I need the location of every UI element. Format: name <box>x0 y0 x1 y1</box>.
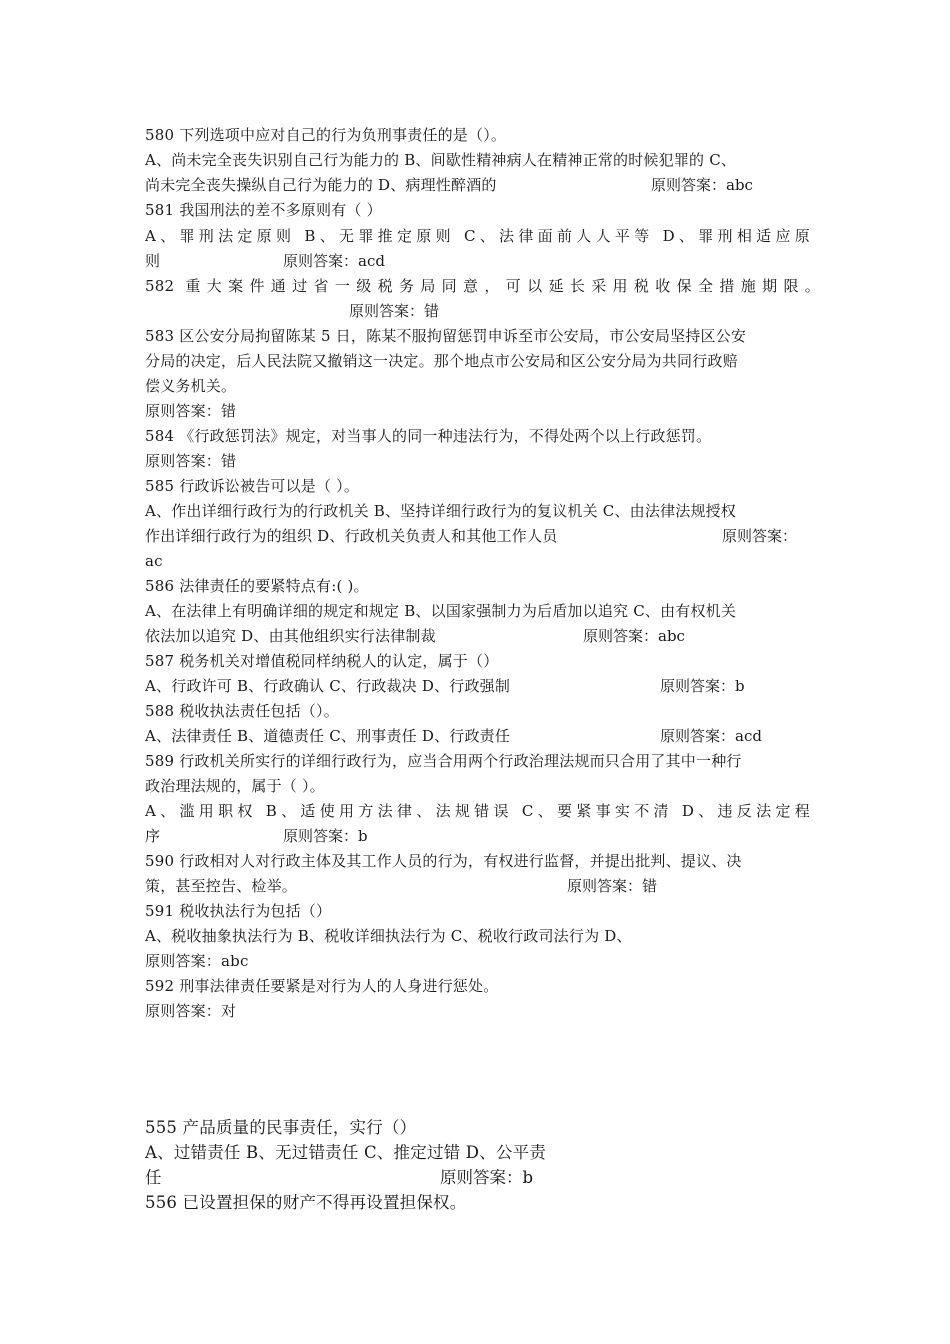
answer-583: 原则答案：错 <box>145 402 237 420</box>
options-587: A、行政许可 B、行政确认 C、行政裁决 D、行政强制 <box>145 677 511 695</box>
options-555-line1: A、过错责任 B、无过错责任 C、推定过错 D、公平责 <box>145 1143 547 1162</box>
answer-586: 原则答案：abc <box>583 627 685 645</box>
answer-582: 原则答案：错 <box>349 302 440 320</box>
question-581: 581 我国刑法的差不多原则有（ ） <box>145 201 382 219</box>
question-589-line2: 政治理法规的，属于（ ）。 <box>145 777 325 795</box>
question-586: 586 法律责任的要紧特点有:( )。 <box>145 577 369 595</box>
answer-585-label: 原则答案： <box>722 527 798 545</box>
answer-555: 原则答案：b <box>440 1168 534 1187</box>
question-582: 582 重大案件通过省一级税务局同意，可以延长采用税收保全措施期限。 <box>145 277 820 295</box>
question-592: 592 刑事法律责任要紧是对行为人的人身进行惩处。 <box>145 977 499 995</box>
options-586-line1: A、在法律上有明确详细的规定和规定 B、以国家强制力为后盾加以追究 C、由有权机关 <box>145 602 737 620</box>
answer-591: 原则答案：abc <box>145 952 249 970</box>
question-583-line3: 偿义务机关。 <box>145 377 237 395</box>
answer-588: 原则答案：acd <box>660 727 762 745</box>
question-590-line1: 590 行政相对人对行政主体及其工作人员的行为，有权进行监督，并提出批判、提议、决 <box>145 852 742 870</box>
answer-584: 原则答案：错 <box>145 452 237 470</box>
options-585-line1: A、作出详细行政行为的行政机关 B、坚持详细行政行为的复议机关 C、由法律法规授权 <box>145 502 737 520</box>
options-580-line2: 尚未完全丧失操纵自己行为能力的 D、病理性醉酒的 <box>145 176 497 194</box>
question-583-line2: 分局的决定，后人民法院又撤销这一决定。那个地点市公安局和区公安分局为共同行政赔 <box>145 352 738 370</box>
question-588: 588 税收执法责任包括（）。 <box>145 702 339 720</box>
options-580-line1: A、尚未完全丧失识别自己行为能力的 B、间歇性精神病人在精神正常的时候犯罪的 C、 <box>145 151 737 169</box>
answer-587: 原则答案：b <box>660 677 745 695</box>
options-581-line1: A、罪刑法定原则 B、无罪推定原则 C、法律面前人人平等 D、罪刑相适应原 <box>145 227 810 245</box>
question-589-line1: 589 行政机关所实行的详细行政行为，应当合用两个行政治理法规而只合用了其中一种行 <box>145 752 742 770</box>
options-588: A、法律责任 B、道德责任 C、刑事责任 D、行政责任 <box>145 727 511 745</box>
question-555: 555 产品质量的民事责任，实行（） <box>145 1118 417 1137</box>
question-556: 556 已设置担保的财产不得再设置担保权。 <box>145 1193 467 1212</box>
answer-592: 原则答案：对 <box>145 1002 237 1020</box>
answer-581: 原则答案：acd <box>283 252 385 270</box>
question-583-line1: 583 区公安分局拘留陈某 5 日，陈某不服拘留惩罚申诉至市公安局，市公安局坚持区公安 <box>145 327 747 345</box>
question-587: 587 税务机关对增值税同样纳税人的认定，属于（） <box>145 652 499 670</box>
question-580: 580 下列选项中应对自己的行为负刑事责任的是（）。 <box>145 126 507 144</box>
options-591: A、税收抽象执法行为 B、税收详细执法行为 C、税收行政司法行为 D、 <box>145 927 632 945</box>
answer-590: 原则答案：错 <box>567 877 658 895</box>
options-586-line2: 依法加以追究 D、由其他组织实行法律制裁 <box>145 627 436 645</box>
options-555-line2: 任 <box>145 1168 162 1187</box>
options-589-line1: A、滥用职权 B、适使用方法律、法规错误 C、要紧事实不清 D、违反法定程 <box>145 802 810 820</box>
options-589-line2: 序 <box>145 827 161 845</box>
question-585: 585 行政诉讼被告可以是（ ）。 <box>145 477 360 495</box>
question-584: 584 《行政惩罚法》规定，对当事人的同一种违法行为，不得处两个以上行政惩罚。 <box>145 427 712 445</box>
answer-580: 原则答案：abc <box>651 176 753 194</box>
answer-589: 原则答案：b <box>283 827 368 845</box>
answer-585-value: ac <box>145 552 163 570</box>
options-581-line2: 则 <box>145 252 161 270</box>
question-590-line2: 策，甚至控告、检举。 <box>145 877 298 895</box>
question-591: 591 税收执法行为包括（） <box>145 902 332 920</box>
options-585-line2: 作出详细行政行为的组织 D、行政机关负责人和其他工作人员 <box>145 527 558 545</box>
